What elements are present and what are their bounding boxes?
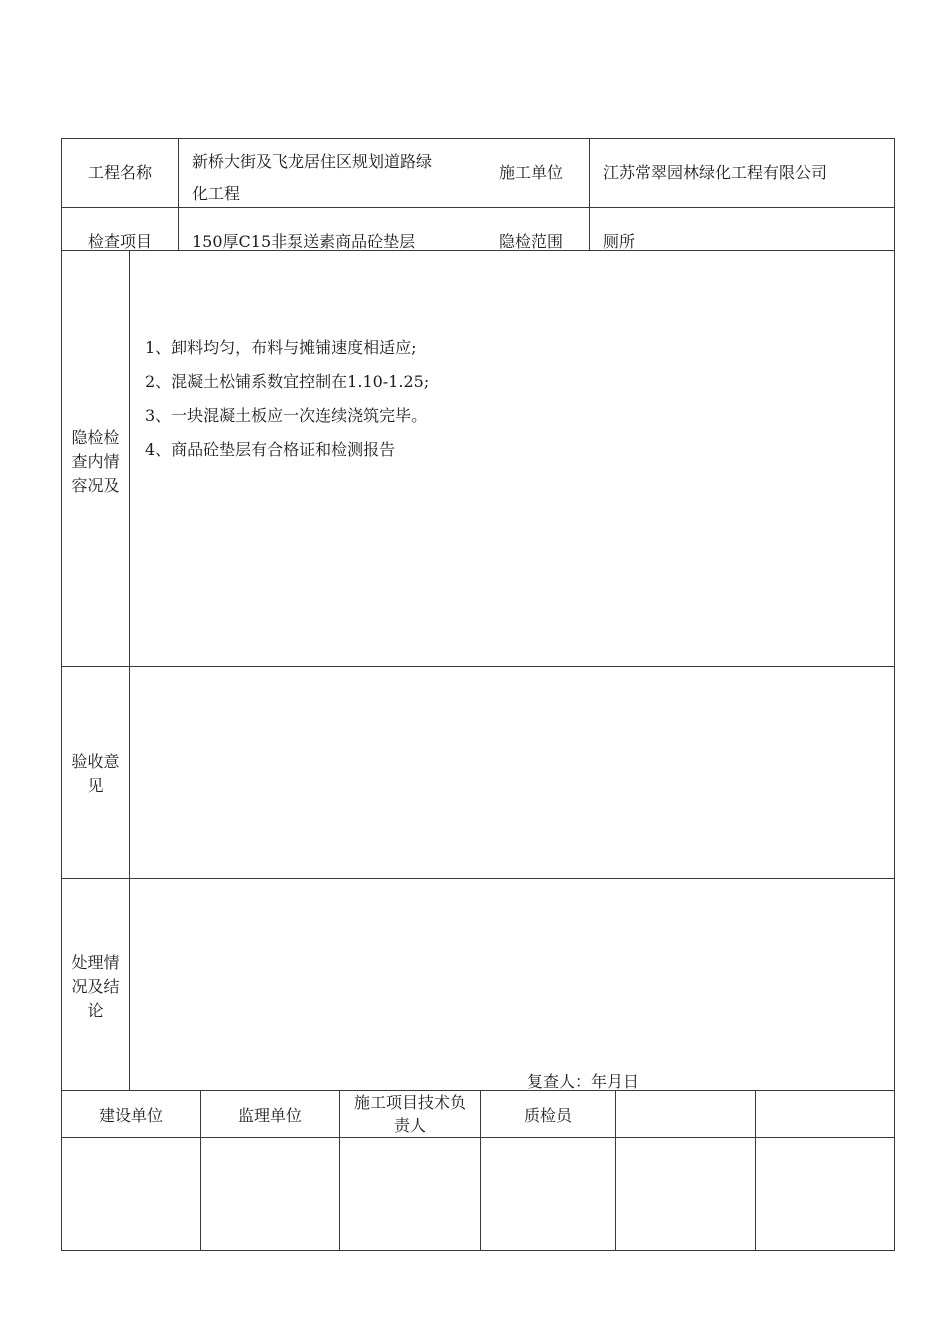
handling-label-line3: 论	[87, 1001, 104, 1020]
content-item-2: 2、混凝土松铺系数宜控制在1.10-1.25;	[145, 372, 430, 391]
quality-inspector-label: 质检员	[523, 1106, 572, 1125]
row-divider-signature-labels	[61, 1137, 895, 1138]
acceptance-label-line1: 验收意	[71, 752, 120, 771]
project-name-label: 工程名称	[87, 163, 152, 182]
supervisor-unit-label: 监理单位	[237, 1106, 302, 1125]
reviewer-signature-line: 复查人：年月日	[527, 1072, 640, 1091]
row-divider-inspection-item	[61, 250, 895, 251]
tech-lead-label-line2: 责人	[393, 1116, 426, 1135]
scope-label: 隐检范围	[499, 232, 564, 250]
scope-value: 厕所	[603, 232, 636, 250]
form-border-right	[894, 138, 895, 1251]
contractor-label: 施工单位	[499, 163, 564, 182]
form-border-top	[61, 138, 895, 139]
row-divider-handling	[61, 1090, 895, 1091]
tech-lead-label-line1: 施工项目技术负	[353, 1093, 466, 1112]
sig-col-divider-2	[339, 1090, 340, 1250]
sig-col-divider-5	[755, 1090, 756, 1250]
content-item-3: 3、一块混凝土板应一次连续浇筑完毕。	[145, 406, 428, 425]
row-divider-content	[61, 666, 895, 667]
form-border-left	[61, 138, 62, 1251]
owner-unit-label: 建设单位	[98, 1106, 163, 1125]
content-item-4: 4、商品砼垫层有合格证和检测报告	[145, 440, 396, 459]
acceptance-label-line2: 见	[87, 776, 104, 795]
project-name-value-line2: 化工程	[192, 184, 241, 203]
row-divider-acceptance	[61, 878, 895, 879]
contractor-value: 江苏常翠园林绿化工程有限公司	[603, 163, 828, 182]
inspection-item-label: 检查项目	[87, 232, 152, 250]
label-col-divider	[129, 250, 130, 1090]
sig-col-divider-4	[615, 1090, 616, 1250]
handling-label-line1: 处理情	[71, 953, 120, 972]
content-section-label-line2: 查内情	[71, 452, 120, 471]
project-name-value-line1: 新桥大街及飞龙居住区规划道路绿	[192, 152, 433, 171]
content-section-label-line3: 容况及	[71, 476, 120, 495]
content-section-label-line1: 隐检检	[71, 428, 120, 447]
content-item-1: 1、卸料均匀，布料与摊铺速度相适应;	[145, 338, 417, 357]
handling-label-line2: 况及结	[71, 977, 120, 996]
inspection-item-row	[62, 208, 894, 250]
inspection-item-value: 150厚C15非泵送素商品砼垫层	[192, 232, 416, 250]
form-border-bottom	[61, 1250, 895, 1251]
